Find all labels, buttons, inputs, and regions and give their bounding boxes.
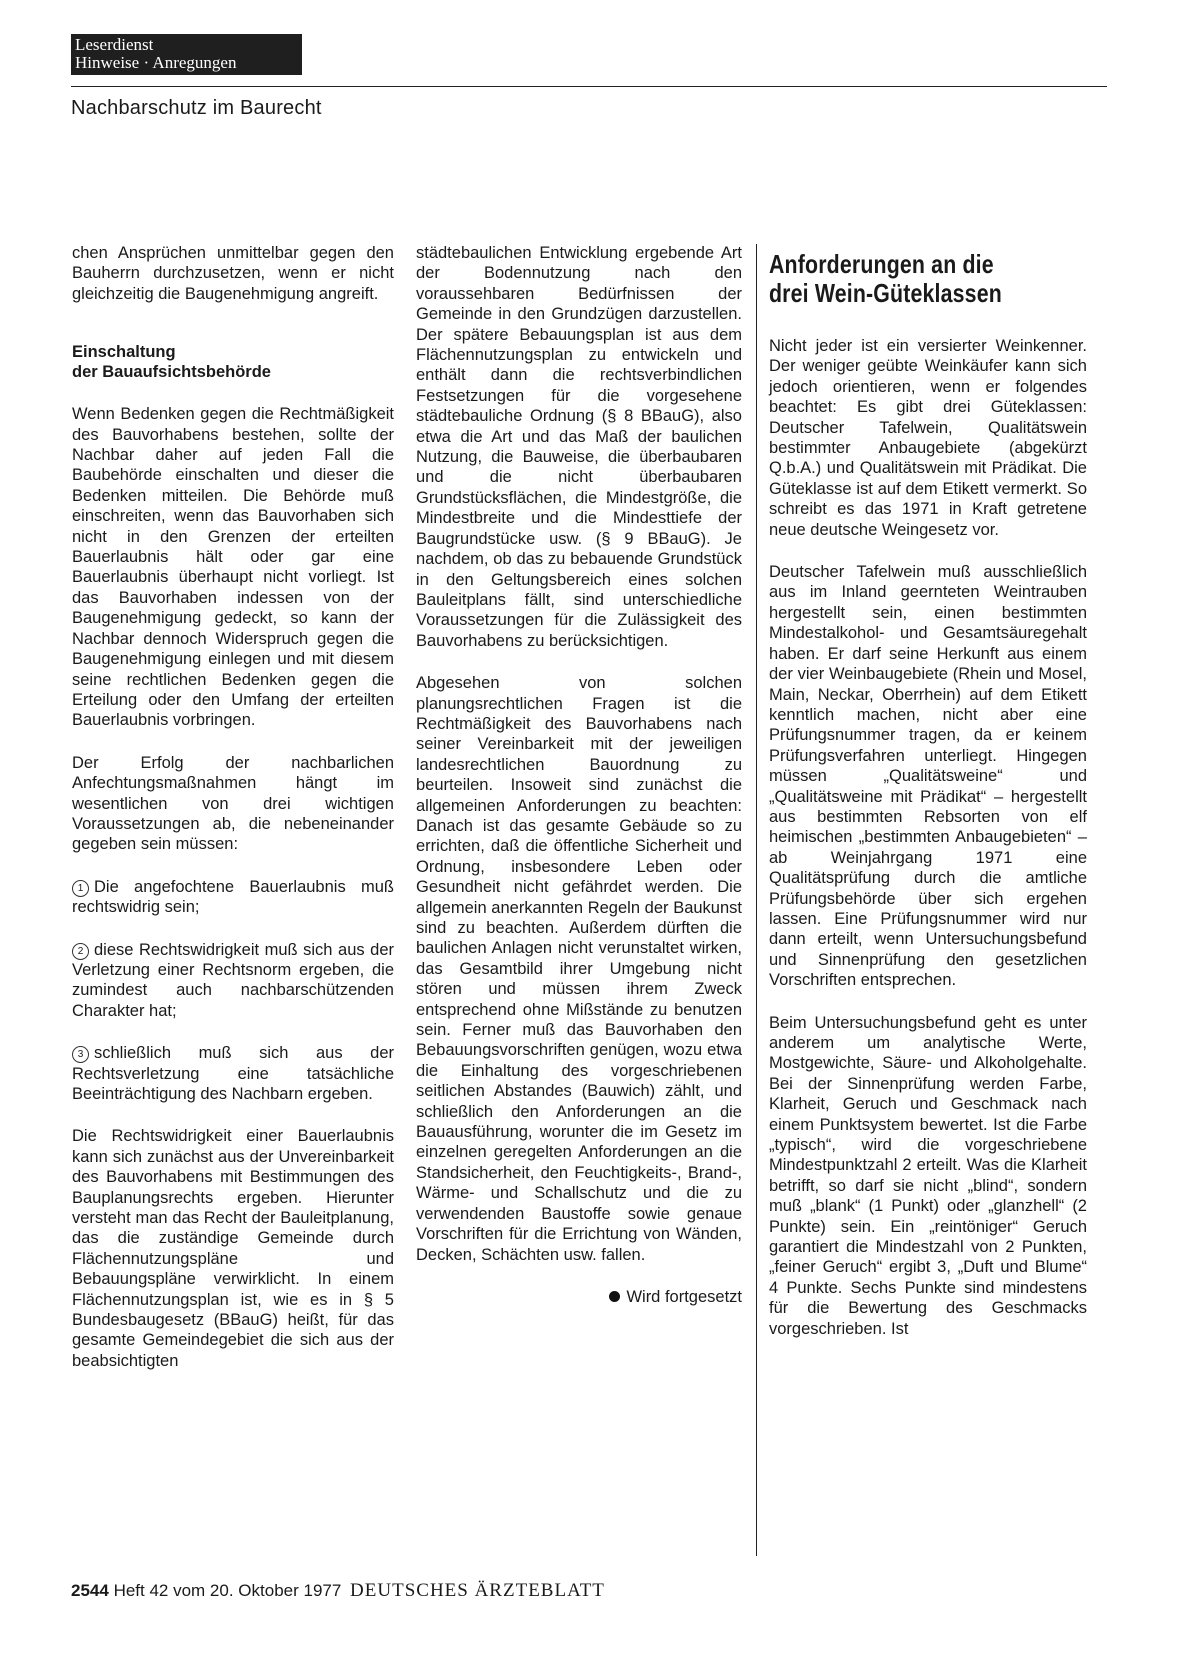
masthead-line2: Hinweise · Anregungen — [75, 53, 237, 72]
section-title: Nachbarschutz im Baurecht — [71, 97, 322, 119]
column-2 — [416, 243, 742, 1307]
heading-line2: drei Wein-Güteklassen — [769, 278, 1002, 308]
header-rule — [71, 86, 1107, 87]
paragraph: Wenn Bedenken gegen die Rechtmäßigkeit des Bauvorhabens bestehen, sollte der Nachbar daher auf jeden Fall die Baubehörde einschalten und dieser die Bedenken mitteilen. Die Behörde muß einschreiten, wenn das Bauvorhaben sich nicht in den Grenzen der erteilten Bauerlaubnis hält oder gar eine Bauerlaubnis überhaupt nicht vorliegt. Ist das Bauvorhaben indessen von der Baugenehmigung gedeckt, so kann der Nachbar dennoch Widerspruch gegen die Baugenehmigung einlegen und mit diesem seine rechtlichen Bedenken gegen die Erteilung oder den Umfang der erteilten Bauerlaubnis vorbringen. — [72, 405, 394, 730]
paragraph: Der Erfolg der nachbarlichen Anfechtungsmaßnahmen hängt im wesentlichen von drei wichtigen Voraussetzungen ab, die nebeneinander gegeben sein müssen: — [72, 753, 394, 854]
paragraph: Beim Untersuchungsbefund geht es unter anderem um analytische Werte, Mostgewichte, Säure- und Alkoholgehalte. Bei der Sinnenprüfung werden Farbe, Klarheit, Geruch und Geschmack nach einem Punktsystem bewertet. Ist die Farbe „typisch“, wird die vorgeschriebene Mindestpunktzahl 2 erteilt. Was die Klarheit betrifft, so darf sie nicht „blind“, sondern muß „blank“ (1 Punkt) oder „glanzhell“ (2 Punkte) sein. Ein „reintöniger“ Geruch garantiert die Mindestzahl von 2 Punkten, „feiner Geruch“ ergibt 3, „Duft und Blume“ 4 Punkte. Sechs Punkte sind mindestens für die Bewertung des Geschmacks vorgeschrieben. Ist — [769, 1013, 1087, 1338]
subheading — [72, 342, 394, 382]
item-text: diese Rechtswidrigkeit muß sich aus der Verletzung einer Rechtsnorm ergeben, die zumindest auch nachbarschützenden Charakter hat; — [72, 940, 394, 1020]
subheading-line1: Einschaltung — [72, 343, 176, 362]
column-divider — [756, 244, 757, 1556]
item-text: schließlich muß sich aus der Rechtsverletzung eine tatsächliche Beeinträchtigung des Nachbarn ergeben. — [72, 1044, 394, 1103]
column-3 — [769, 250, 1087, 1361]
circled-number-1: 1 — [72, 880, 89, 897]
circled-number-2: 2 — [72, 943, 89, 960]
paragraph: Deutscher Tafelwein muß ausschließlich aus im Inland geernteten Weintrauben hergestellt sein, einen bestimmten Mindestalkohol- und Gesamtsäuregehalt haben. Er darf seine Herkunft aus einem der vier Weinbaugebiete (Rhein und Mosel, Main, Neckar, Oberrhein) auf dem Etikett kenntlich machen, nicht aber eine Prüfungsnummer tragen, da er keinem Prüfungsverfahren unterliegt. Hingegen müssen „Qualitätsweine“ und „Qualitätsweine mit Prädikat“ – hergestellt aus bestimmten Rebsorten von elf heimischen „bestimmten Anbaugebieten“ – ab Weinjahrgang 1971 eine Qualitätsprüfung durch die amtliche Prüfungsbehörde über sich ergehen lassen. Eine Prüfungsnummer wird nur dann erteilt, wenn Untersuchungsbefund und Sinnenprüfung den gesetzlichen Vorschriften entsprechen. — [769, 563, 1087, 990]
continued-note — [416, 1287, 742, 1307]
paragraph: Die Rechtswidrigkeit einer Bauerlaubnis kann sich zunächst aus der Unvereinbarkeit des Bauvorhabens mit Bestimmungen des Bauplanungsrechts ergeben. Hierunter versteht man das Recht der Bauleitplanung, das die zuständige Gemeinde durch Flächennutzungspläne und Bebauungspläne verwirklicht. In einem Flächennutzungsplan ist, wie es in § 5 Bundesbaugesetz (BBauG) heißt, für das gesamte Gemeindegebiet die sich aus der beabsichtigten — [72, 1127, 394, 1370]
paragraph: chen Ansprüchen unmittelbar gegen den Bauherrn durchzusetzen, wenn er nicht gleichzeitig die Baugenehmigung angreift. — [72, 244, 394, 303]
subheading-line2: der Bauaufsichtsbehörde — [72, 363, 271, 382]
page-number: 2544 — [71, 1581, 109, 1600]
enumerated-item-2 — [72, 940, 394, 1022]
enumerated-item-3 — [72, 1043, 394, 1104]
page-footer — [71, 1580, 605, 1602]
circled-number-3: 3 — [72, 1046, 89, 1063]
journal-name: DEUTSCHES ÄRZTEBLATT — [350, 1580, 605, 1601]
enumerated-item-1 — [72, 877, 394, 918]
bullet-icon — [609, 1291, 620, 1302]
paragraph: städtebaulichen Entwicklung ergebende Art der Bodennutzung nach den voraussehbaren Bedürfnissen der Gemeinde in den Grundzügen darzustellen. Der spätere Bebauungsplan ist aus dem Flächennutzungsplan zu entwickeln und enthält dann die rechtsverbindlichen Festsetzungen für die vorgesehene städtebauliche Ordnung (§ 8 BBauG), also etwa die Art und das Maß der baulichen Nutzung, die Bauweise, die überbaubaren und die nicht überbaubaren Grundstücksflächen, die Mindestgröße, die Mindestbreite und die Mindesttiefe der Baugrundstücke usw. (§ 9 BBauG). Je nachdem, ob das zu bebauende Grundstück in den Geltungsbereich eines solchen Bauleitplans fällt, sind unterschiedliche Voraussetzungen für die Zulässigkeit des Bauvorhabens zu berücksichtigen. — [416, 244, 742, 650]
article-heading — [769, 250, 1089, 308]
heading-line1: Anforderungen an die — [769, 249, 994, 279]
paragraph: Nicht jeder ist ein versierter Weinkenner. Der weniger geübte Weinkäufer kann sich jedoch orientieren, wenn er folgendes beachtet: Es gibt drei Güteklassen: Deutscher Tafelwein, Qualitätswein bestimmter Anbaugebiete (abgekürzt Q.b.A.) und Qualitätswein mit Prädikat. Die Güteklasse ist auf dem Etikett vermerkt. So schreibt es das 1971 in Kraft getretene neue deutsche Weingesetz vor. — [769, 337, 1087, 539]
masthead-line1: Leserdienst — [75, 35, 154, 54]
column-1 — [72, 243, 394, 1393]
issue-info: Heft 42 vom 20. Oktober 1977 — [113, 1581, 342, 1600]
continued-text: Wird fortgesetzt — [626, 1287, 742, 1306]
item-text: Die angefochtene Bauerlaubnis muß rechtswidrig sein; — [72, 877, 394, 917]
paragraph: Abgesehen von solchen planungsrechtlichen Fragen ist die Rechtmäßigkeit des Bauvorhabens nach seiner Vereinbarkeit mit der jeweiligen landesrechtlichen Bauordnung zu beurteilen. Insoweit sind zunächst die allgemeinen Anforderungen zu beachten: Danach ist das gesamte Gebäude so zu errichten, daß die öffentliche Sicherheit und Ordnung, insbesondere Leben oder Gesundheit nicht gefährdet werden. Die allgemein anerkannten Regeln der Baukunst sind zu beachten. Außerdem dürften die baulichen Anlagen nicht verunstaltet wirken, das Gesamtbild ihrer Umgebung nicht stören und müssen ihrem Zweck entsprechend ohne Mißstände zu benutzen sein. Ferner muß das Bauvorhaben den Bebauungsvorschriften genügen, wozu etwa die Einhaltung des vorgeschriebenen seitlichen Abstandes (Bauwich) zählt, und schließlich den Anforderungen an die Bauausführung, worunter die im Gesetz im einzelnen geregelten Anforderungen an die Standsicherheit, den Feuchtigkeits-, Brand-, Wärme- und Schallschutz und die zu verwendenden Baustoffe sowie genaue Vorschriften für die Errichtung von Wänden, Decken, Schächten usw. fallen. — [416, 674, 742, 1264]
column-masthead — [71, 34, 302, 75]
